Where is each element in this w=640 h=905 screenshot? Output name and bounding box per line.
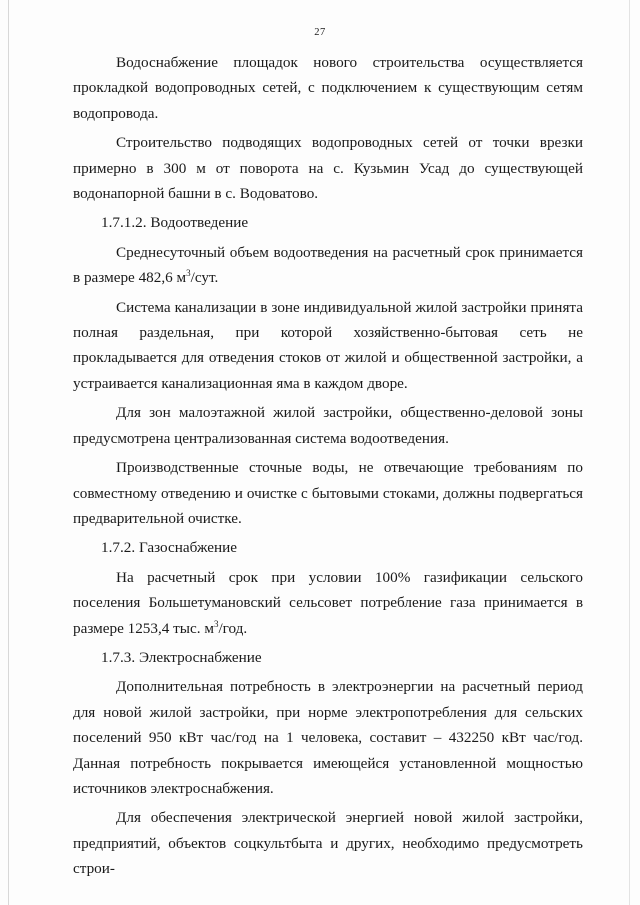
heading-sewerage: 1.7.1.2. Водоотведение: [101, 214, 249, 232]
paragraph-centralized-sewerage: Для зон малоэтажной жилой застройки, общественно-деловой зоны предусмотрена централизованная система водоотведения.: [73, 404, 583, 447]
paragraph-power-demand: Дополнительная потребность в электроэнергии на расчетный период для новой жилой застройки, при норме электропотребления для сельских поселений 950 кВт час/год на 1 человека, составит – 432250 кВт час/год. Данная потребность покрывается имеющейся установленной мощностью источников электроснабжения.: [73, 678, 583, 797]
document-body: [73, 50, 583, 886]
heading-power-supply: 1.7.3. Электроснабжение: [101, 648, 262, 666]
paragraph-sewerage-volume: [73, 240, 583, 291]
paragraph-power-construction: Для обеспечения электрической энергией новой жилой застройки, предприятий, объектов соцкультбыта и других, необходимо предусмотреть строи-: [73, 809, 583, 878]
paragraph-water-pipeline: Строительство подводящих водопроводных сетей от точки врезки примерно в 300 м от поворота на с. Кузьмин Усад до существующей водонапорной башни в с. Водоватово.: [73, 134, 583, 203]
gas-consumption-unit: /год.: [218, 619, 248, 637]
page-number: 27: [314, 27, 326, 38]
scan-edge-right: [629, 0, 630, 905]
superscript-cubic: 3: [213, 618, 219, 629]
scan-edge-left: [8, 0, 9, 905]
heading-gas-supply: 1.7.2. Газоснабжение: [101, 539, 237, 557]
sewerage-volume-text: Среднесуточный объем водоотведения на расчетный срок принимается в размере 482,6 м: [73, 243, 583, 287]
paragraph-gas-consumption: [73, 565, 583, 641]
sewerage-volume-unit: /сут.: [190, 269, 219, 287]
gas-consumption-text: На расчетный срок при условии 100% газификации сельского поселения Большетумановский сельсовет потребление газа принимается в размере 1253,4 тыс. м: [73, 568, 583, 637]
paragraph-water-supply: Водоснабжение площадок нового строительства осуществляется прокладкой водопроводных сетей, с подключением к существующим сетям водопровода.: [73, 54, 583, 122]
paragraph-industrial-wastewater: Производственные сточные воды, не отвечающие требованиям по совместному отведению и очистке с бытовыми стоками, должны подвергаться предварительной очистке.: [73, 459, 583, 527]
superscript-cubic: 3: [186, 268, 191, 279]
paragraph-sewerage-system: Система канализации в зоне индивидуальной жилой застройки принята полная раздельная, при которой хозяйственно-бытовая сеть не прокладывается для отведения стоков от жилой и общественной застройки, а устраивается канализационная яма в каждом дворе.: [73, 298, 583, 392]
